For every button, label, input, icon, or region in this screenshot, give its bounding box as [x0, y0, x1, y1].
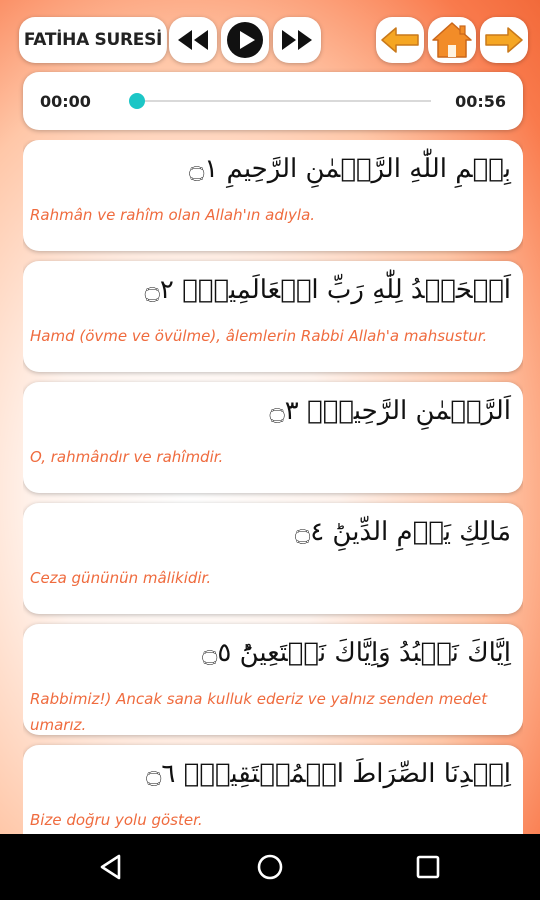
verse-arabic: بِسۡمِ اللّٰهِ الرَّحۡمٰنِ الرَّحِيمِ ۝١ — [189, 154, 511, 184]
verse-arabic: اِيَّاكَ نَعۡبُدُ وَاِيَّاكَ نَسۡتَعِينُؕ ۝٥ — [202, 638, 511, 668]
audio-player — [23, 72, 523, 130]
seek-track[interactable] — [137, 100, 431, 102]
verse-card[interactable] — [23, 503, 523, 614]
arrow-left-icon — [380, 26, 420, 54]
surah-title: FATİHA SURESİ — [23, 30, 163, 50]
verse-arabic: مَالِكِ يَوۡمِ الدِّينِؕ ۝٤ — [294, 517, 511, 547]
verse-meaning: Rabbimiz!) Ancak sana kulluk ederiz ve yalnız senden medet umarız. — [30, 690, 488, 734]
system-navigation-bar — [0, 834, 540, 900]
back-triangle-icon[interactable] — [97, 852, 127, 882]
top-bar — [0, 0, 540, 70]
verse-arabic: اَلۡحَمۡدُ لِلّٰهِ رَبِّ الۡعَالَمِينَۙ ۝٢ — [144, 275, 511, 305]
verse-list — [23, 140, 523, 834]
verse-card[interactable] — [23, 624, 523, 735]
home-circle-icon[interactable] — [255, 852, 285, 882]
surah-title-button[interactable] — [19, 17, 167, 63]
play-button[interactable] — [221, 17, 269, 63]
verse-arabic: اِهۡدِنَا الصِّرَاطَ الۡمُسۡتَقِيمَۙ ۝٦ — [146, 759, 511, 789]
verse-card[interactable] — [23, 382, 523, 493]
next-button[interactable] — [273, 17, 321, 63]
rewind-icon — [176, 28, 210, 52]
home-icon — [431, 21, 473, 59]
fast-forward-icon — [280, 28, 314, 52]
verse-meaning: Bize doğru yolu göster. — [30, 811, 203, 829]
verse-card[interactable] — [23, 140, 523, 251]
arrow-right-icon — [484, 26, 524, 54]
play-icon — [226, 21, 264, 59]
verse-meaning: Rahmân ve rahîm olan Allah'ın adıyla. — [30, 206, 316, 224]
verse-arabic: اَلرَّحۡمٰنِ الرَّحِيمِۙ ۝٣ — [269, 396, 511, 426]
verse-meaning: Hamd (övme ve övülme), âlemlerin Rabbi Allah'a mahsustur. — [30, 327, 488, 345]
previous-surah-button[interactable] — [376, 17, 424, 63]
seek-thumb[interactable] — [129, 93, 145, 109]
total-time: 00:56 — [455, 92, 506, 111]
previous-button[interactable] — [169, 17, 217, 63]
verse-meaning: Ceza gününün mâlikidir. — [30, 569, 212, 587]
verse-card[interactable] — [23, 745, 523, 834]
verse-card[interactable] — [23, 261, 523, 372]
recents-square-icon[interactable] — [413, 852, 443, 882]
next-surah-button[interactable] — [480, 17, 528, 63]
home-button[interactable] — [428, 17, 476, 63]
current-time: 00:00 — [40, 92, 91, 111]
verse-meaning: O, rahmândır ve rahîmdir. — [30, 448, 224, 466]
